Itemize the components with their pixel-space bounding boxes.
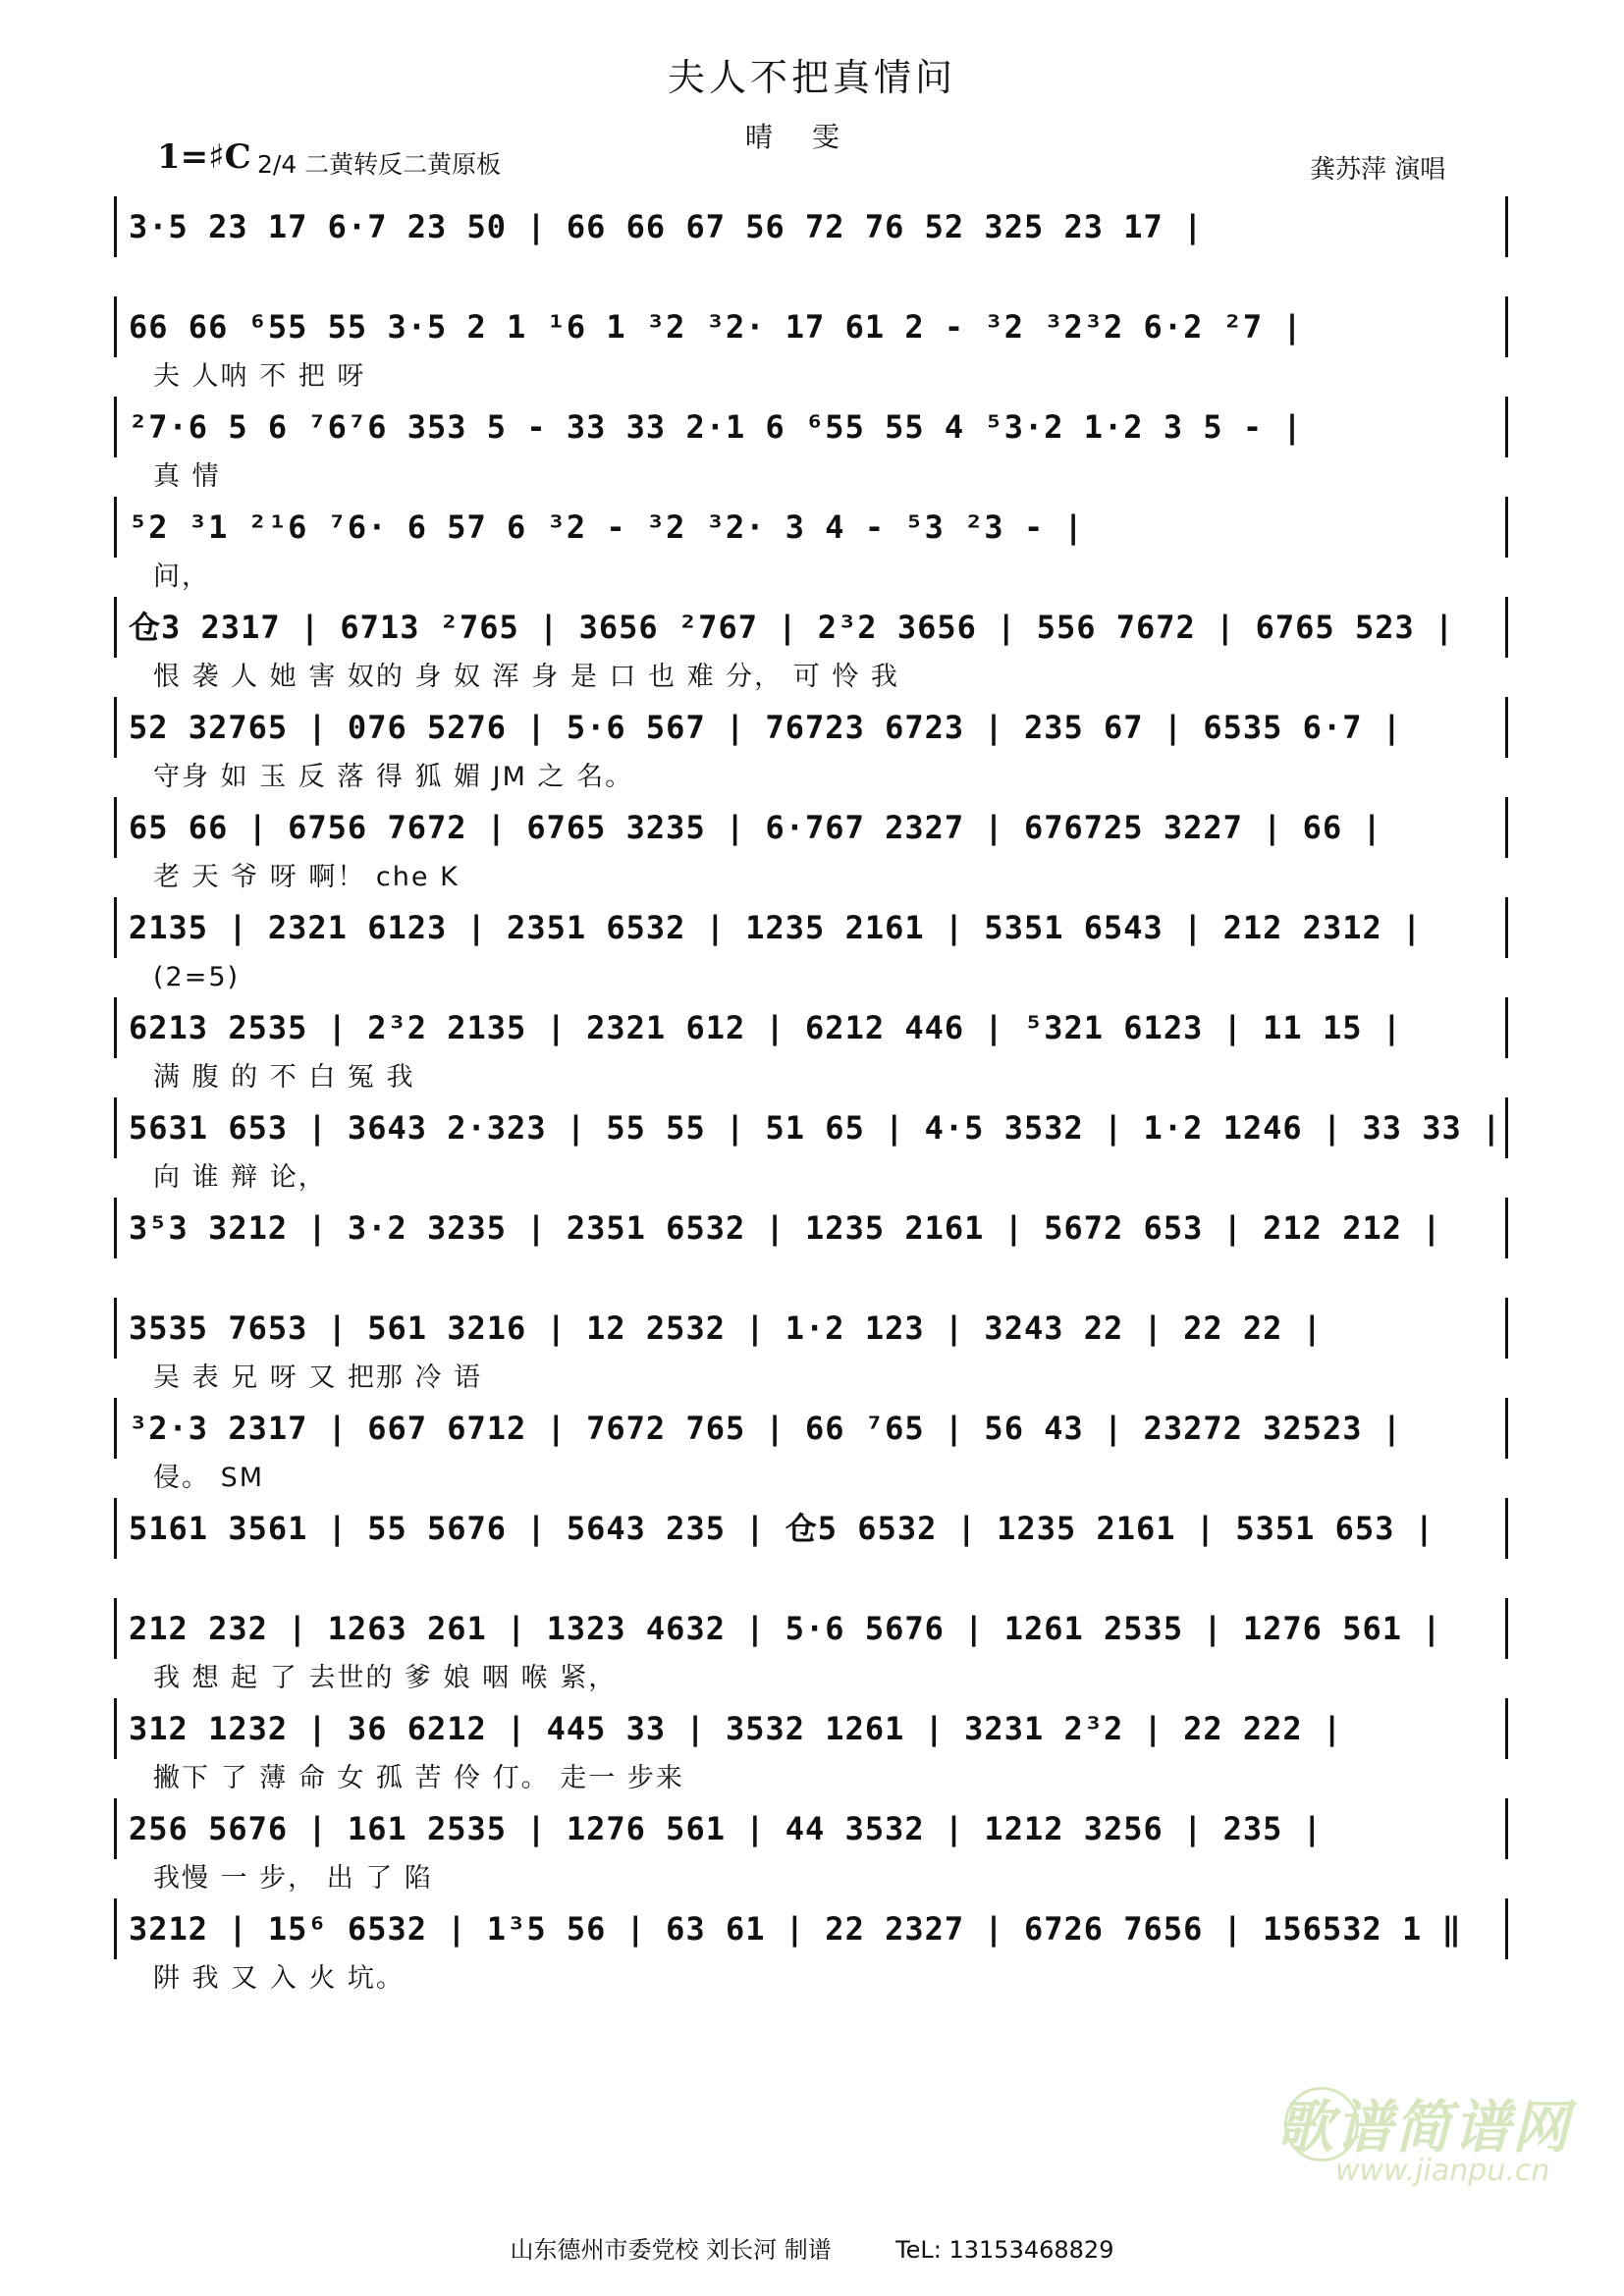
lyrics-line: 夫 人呐 不 把 呀 [153, 361, 366, 392]
lyrics-line: 吴 表 兄 呀 又 把那 冷 语 [153, 1362, 483, 1393]
notation-line: 66 66 ⁶55 55 3·5 2 1 ¹6 1 ³2 ³2· 17 61 2 - ³2 ³2³2 6·2 ²7 | [114, 296, 1508, 357]
score-title: 夫人不把真情问 [667, 56, 956, 99]
footer-tel: TeL: 13153468829 [895, 2236, 1114, 2264]
notation-line: 2135 | 2321 6123 | 2351 6532 | 1235 2161 | 5351 6543 | 212 2312 | [114, 897, 1508, 958]
notation-line: 52 32765 | 076 5276 | 5·6 567 | 76723 6723 | 235 67 | 6535 6·7 | [114, 697, 1508, 758]
score-system [114, 897, 1508, 997]
performer-credit: 龚苏萍 演唱 [1310, 155, 1446, 185]
lyrics-line: 老 天 爷 呀 啊！ che K [153, 862, 460, 892]
lyrics-line: 我慢 一 步， 出 了 陷 [153, 1863, 433, 1894]
notation-line: 312 1232 | 36 6212 | 445 33 | 3532 1261 | 3231 2³2 | 22 222 | [114, 1698, 1508, 1759]
lyrics-line: 我 想 起 了 去世的 爹 娘 咽 喉 紧， [153, 1663, 618, 1693]
score-system [114, 497, 1508, 597]
notation-line: ³2·3 2317 | 667 6712 | 7672 765 | 66 ⁷65 | 56 43 | 23272 32523 | [114, 1398, 1508, 1459]
notation-line: 3535 7653 | 561 3216 | 12 2532 | 1·2 123 | 3243 22 | 22 22 | [114, 1298, 1508, 1359]
lyrics-line: 真 情 [153, 461, 221, 492]
score-system [114, 1198, 1508, 1298]
score-system [114, 1798, 1508, 1898]
lyrics-line [114, 1258, 1508, 1298]
footer-credit [0, 2230, 1624, 2265]
score-system [114, 1698, 1508, 1798]
notation-line: 6213 2535 | 2³2 2135 | 2321 612 | 6212 446 | ⁵321 6123 | 11 15 | [114, 997, 1508, 1058]
lyrics-line [114, 257, 1508, 296]
lyrics-line [114, 1559, 1508, 1598]
lyrics-line: (2=5) [153, 962, 241, 992]
key-signature: 1=♯C [157, 137, 251, 177]
footer-maker: 山东德州市委党校 刘长河 制谱 [510, 2236, 832, 2264]
score-system [114, 1298, 1508, 1398]
notation-line: 3⁵3 3212 | 3·2 3235 | 2351 6532 | 1235 2161 | 5672 653 | 212 212 | [114, 1198, 1508, 1258]
watermark-url: www.jianpu.cn [1335, 2154, 1550, 2188]
score-system [114, 1898, 1508, 1999]
notation-line: 5631 653 | 3643 2·323 | 55 55 | 51 65 | 4·5 3532 | 1·2 1246 | 33 33 | [114, 1097, 1508, 1158]
lyrics-line: 侵。 SM [153, 1463, 265, 1493]
notation-line: 65 66 | 6756 7672 | 6765 3235 | 6·767 2327 | 676725 3227 | 66 | [114, 797, 1508, 858]
score-body [114, 196, 1508, 1999]
watermark-text: 歌谱简谱网 [1276, 2094, 1572, 2161]
score-system [114, 797, 1508, 897]
score-system [114, 1598, 1508, 1698]
score-system [114, 997, 1508, 1097]
lyrics-line: 恨 袭 人 她 害 奴的 身 奴 浑 身 是 口 也 难 分， 可 怜 我 [153, 662, 899, 692]
notation-line: 256 5676 | 161 2535 | 1276 561 | 44 3532 | 1212 3256 | 235 | [114, 1798, 1508, 1859]
score-system [114, 1498, 1508, 1598]
lyrics-line: 撇下 了 薄 命 女 孤 苦 伶 仃。 走一 步来 [153, 1763, 684, 1793]
watermark-logo [1276, 2081, 1600, 2199]
notation-line: 5161 3561 | 55 5676 | 5643 235 | 仓5 6532 | 1235 2161 | 5351 653 | [114, 1498, 1508, 1559]
score-subtitle: 晴雯 [744, 121, 879, 153]
score-system [114, 1097, 1508, 1198]
notation-line: 3212 | 15⁶ 6532 | 1³5 56 | 63 61 | 22 2327 | 6726 7656 | 156532 1 ‖ [114, 1898, 1508, 1959]
lyrics-line: 守身 如 玉 反 落 得 狐 媚 JM 之 名。 [153, 762, 634, 792]
score-system [114, 397, 1508, 497]
lyrics-line: 向 谁 辩 论， [153, 1162, 327, 1193]
score-system [114, 196, 1508, 296]
lyrics-line: 满 腹 的 不 白 冤 我 [153, 1062, 415, 1093]
notation-line: ⁵2 ³1 ²¹6 ⁷6· 6 57 6 ³2 - ³2 ³2· 3 4 - ⁵3 ²3 - | [114, 497, 1508, 558]
notation-line: ²7·6 5 6 ⁷6⁷6 353 5 - 33 33 2·1 6 ⁶55 55 4 ⁵3·2 1·2 3 5 - | [114, 397, 1508, 457]
score-system [114, 296, 1508, 397]
score-system [114, 1398, 1508, 1498]
meter-and-style: 2/4 二黄转反二黄原板 [257, 150, 502, 179]
score-system [114, 597, 1508, 697]
notation-line: 仓3 2317 | 6713 ²765 | 3656 ²767 | 2³2 3656 | 556 7672 | 6765 523 | [114, 597, 1508, 658]
lyrics-line: 阱 我 又 入 火 坑。 [153, 1963, 405, 1994]
notation-line: 3·5 23 17 6·7 23 50 | 66 66 67 56 72 76 52 325 23 17 | [114, 196, 1508, 257]
lyrics-line: 问， [153, 561, 210, 592]
score-system [114, 697, 1508, 797]
notation-line: 212 232 | 1263 261 | 1323 4632 | 5·6 5676 | 1261 2535 | 1276 561 | [114, 1598, 1508, 1659]
